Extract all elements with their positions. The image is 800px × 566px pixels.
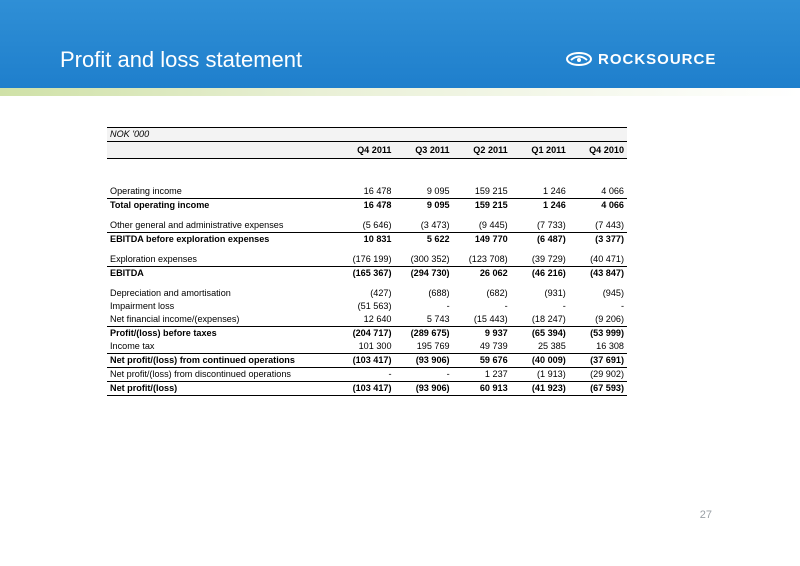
column-header-row xyxy=(107,142,627,159)
row-label: Net profit/(loss) from continued operations xyxy=(107,354,336,368)
cell-value: (688) xyxy=(428,288,450,298)
cell-value: 25 385 xyxy=(537,341,566,351)
cell-value: 26 062 xyxy=(453,267,511,281)
page-title: Profit and loss statement xyxy=(60,47,303,72)
cell-value: (682) xyxy=(486,288,508,298)
table-row xyxy=(107,327,627,341)
cell-value: (9 445) xyxy=(478,220,508,230)
row-label: Income tax xyxy=(110,341,155,351)
cell-value: (9 206) xyxy=(595,314,624,324)
row-label: Profit/(loss) before taxes xyxy=(107,327,336,341)
cell-value: (41 923) xyxy=(511,382,569,396)
cell-value: (37 691) xyxy=(569,354,627,368)
cell-value: (7 733) xyxy=(536,220,566,230)
table-row xyxy=(107,368,627,382)
cell-value: (93 906) xyxy=(395,382,453,396)
cell-value: (931) xyxy=(544,288,566,298)
cell-value: (7 443) xyxy=(595,220,624,230)
cell-value: (40 471) xyxy=(590,254,624,264)
cell-value: (945) xyxy=(602,288,624,298)
cell-value: 159 215 xyxy=(474,186,508,196)
unit-row xyxy=(107,128,627,142)
header-banner xyxy=(0,0,800,88)
column-header: Q1 2011 xyxy=(511,142,569,159)
cell-value: 16 308 xyxy=(596,341,624,351)
table-row xyxy=(107,313,627,327)
cell-value: - xyxy=(336,368,394,382)
cell-value: 5 622 xyxy=(395,233,453,247)
cell-value: 4 066 xyxy=(569,199,627,213)
table-row xyxy=(107,300,627,313)
cell-value: 9 095 xyxy=(426,186,450,196)
table-row xyxy=(107,219,627,233)
table-row xyxy=(107,233,627,247)
cell-value: - xyxy=(562,301,566,311)
cell-value: (294 730) xyxy=(395,267,453,281)
cell-value: (3 377) xyxy=(569,233,627,247)
logo-mark-icon xyxy=(566,51,592,67)
cell-value: (40 009) xyxy=(511,354,569,368)
cell-value: (43 847) xyxy=(569,267,627,281)
cell-value: (176 199) xyxy=(352,254,392,264)
cell-value: (18 247) xyxy=(531,314,566,324)
cell-value: 16 478 xyxy=(336,199,394,213)
table-row xyxy=(107,185,627,199)
cell-value: - xyxy=(504,301,508,311)
cell-value: 60 913 xyxy=(453,382,511,396)
cell-value: (67 593) xyxy=(569,382,627,396)
row-label: Operating income xyxy=(110,186,182,196)
cell-value: (46 216) xyxy=(511,267,569,281)
cell-value: - xyxy=(620,301,624,311)
row-label: Depreciation and amortisation xyxy=(110,288,231,298)
header-blank xyxy=(107,142,336,159)
cell-value: (123 708) xyxy=(468,254,508,264)
table-row xyxy=(107,287,627,300)
cell-value: 49 739 xyxy=(479,341,508,351)
cell-value: (15 443) xyxy=(473,314,508,324)
cell-value: 195 769 xyxy=(416,341,450,351)
table-row xyxy=(107,267,627,281)
cell-value: (289 675) xyxy=(395,327,453,341)
cell-value: (103 417) xyxy=(336,382,394,396)
unit-label: NOK '000 xyxy=(107,128,627,142)
cell-value: (165 367) xyxy=(336,267,394,281)
cell-value: 149 770 xyxy=(453,233,511,247)
cell-value: (93 906) xyxy=(395,354,453,368)
cell-value: 1 246 xyxy=(543,186,566,196)
cell-value: 10 831 xyxy=(336,233,394,247)
cell-value: 5 743 xyxy=(426,314,450,324)
table-row xyxy=(107,340,627,354)
logo-text: ROCKSOURCE xyxy=(598,50,717,68)
table-row xyxy=(107,382,627,396)
row-label: Net profit/(loss) xyxy=(107,382,336,396)
cell-value: 4 066 xyxy=(601,186,624,196)
cell-value: 1 237 xyxy=(453,368,511,382)
cell-value: (103 417) xyxy=(336,354,394,368)
row-label: Impairment loss xyxy=(110,301,175,311)
cell-value: (51 563) xyxy=(357,301,392,311)
cell-value: 1 246 xyxy=(511,199,569,213)
column-header: Q3 2011 xyxy=(395,142,453,159)
cell-value: 16 478 xyxy=(363,186,392,196)
cell-value: (53 999) xyxy=(569,327,627,341)
table-row xyxy=(107,253,627,267)
row-label: Net financial income/(expenses) xyxy=(110,314,240,324)
cell-value: 59 676 xyxy=(453,354,511,368)
company-logo xyxy=(566,49,716,69)
cell-value: (5 646) xyxy=(362,220,392,230)
column-header: Q4 2010 xyxy=(569,142,627,159)
table-row xyxy=(107,199,627,213)
column-header: Q4 2011 xyxy=(336,142,394,159)
cell-value: (204 717) xyxy=(336,327,394,341)
cell-value: 12 640 xyxy=(363,314,392,324)
cell-value: (427) xyxy=(370,288,392,298)
row-label: EBITDA before exploration expenses xyxy=(107,233,336,247)
row-label: Net profit/(loss) from discontinued operations xyxy=(107,368,336,382)
cell-value: 9 095 xyxy=(395,199,453,213)
row-label: Total operating income xyxy=(107,199,336,213)
cell-value: 101 300 xyxy=(358,341,392,351)
cell-value: (3 473) xyxy=(420,220,450,230)
page-number: 27 xyxy=(699,509,712,521)
cell-value: 159 215 xyxy=(453,199,511,213)
cell-value: 9 937 xyxy=(453,327,511,341)
row-label: Other general and administrative expenses xyxy=(110,220,284,230)
cell-value: (1 913) xyxy=(511,368,569,382)
cell-value: (29 902) xyxy=(569,368,627,382)
profit-and-loss-table xyxy=(107,127,627,396)
row-label: Exploration expenses xyxy=(110,254,197,264)
column-header: Q2 2011 xyxy=(453,142,511,159)
cell-value: (300 352) xyxy=(410,254,450,264)
cell-value: - xyxy=(395,368,453,382)
cell-value: (65 394) xyxy=(511,327,569,341)
table-row xyxy=(107,354,627,368)
cell-value: - xyxy=(446,301,450,311)
cell-value: (6 487) xyxy=(511,233,569,247)
cell-value: (39 729) xyxy=(531,254,566,264)
row-label: EBITDA xyxy=(107,267,336,281)
